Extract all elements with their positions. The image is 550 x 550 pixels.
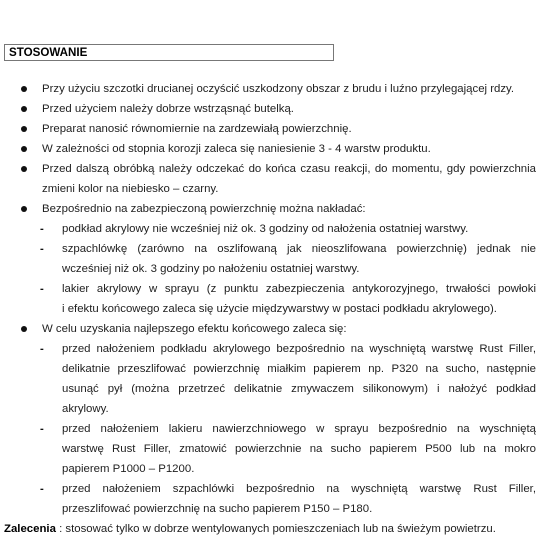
sub-list-item xyxy=(0,240,550,260)
sub-list-item-continuation xyxy=(0,380,550,400)
sub-list-item-text: przeszlifować powierzchnię na sucho papierem P150 – P180. xyxy=(62,503,373,515)
section-title-box xyxy=(4,44,334,61)
list-item-text: W zależności od stopnia korozji zaleca się naniesienie 3 - 4 warstw produktu. xyxy=(42,143,431,155)
dash-icon: - xyxy=(40,423,44,435)
sub-list-item-continuation xyxy=(0,500,550,520)
dash-icon: - xyxy=(40,243,44,255)
bullet-icon xyxy=(21,326,27,332)
sub-list-item-text: warstwę Rust Filler, zmatowić powierzchnie na sucho papierem P500 lub na mokro xyxy=(62,443,536,455)
sub-list-item xyxy=(0,340,550,360)
sub-list-item-continuation xyxy=(0,460,550,480)
sub-list-item-text: przed nałożeniem szpachlówki bezpośrednio na wyschniętą warstwę Rust Filler, xyxy=(62,483,536,495)
recommendations-label: Zalecenia xyxy=(4,523,56,535)
sub-list-item-text: wcześniej niż ok. 3 godziny po nałożeniu ostatniej warstwy. xyxy=(62,263,360,275)
bullet-icon xyxy=(21,86,27,92)
list-item xyxy=(0,160,550,180)
sub-list-item-continuation xyxy=(0,440,550,460)
list-item xyxy=(0,200,550,220)
sub-list-item-continuation xyxy=(0,360,550,380)
sub-list-item-continuation xyxy=(0,400,550,420)
bullet-icon xyxy=(21,146,27,152)
instructions-list xyxy=(0,80,550,540)
recommendations-text xyxy=(4,520,496,538)
bullet-icon xyxy=(21,206,27,212)
list-item xyxy=(0,100,550,120)
recommendations xyxy=(0,520,550,540)
sub-list-item-text: akrylowy. xyxy=(62,403,109,415)
sub-list-item-text: szpachlówkę (zarówno na oszlifowaną jak nieoszlifowana powierzchnię) jednak nie xyxy=(62,243,536,255)
list-item xyxy=(0,80,550,100)
list-item-text: zmieni kolor na niebiesko – czarny. xyxy=(42,183,219,195)
sub-list-item xyxy=(0,220,550,240)
bullet-icon xyxy=(21,106,27,112)
bullet-icon xyxy=(21,166,27,172)
dash-icon: - xyxy=(40,343,44,355)
list-item xyxy=(0,140,550,160)
sub-list-item xyxy=(0,420,550,440)
recommendations-body: : stosować tylko w dobrze wentylowanych pomieszczeniach lub na świeżym powietrzu. xyxy=(55,523,496,535)
list-item-text: Bezpośrednio na zabezpieczoną powierzchnię można nakładać: xyxy=(42,203,366,215)
list-item-continuation xyxy=(0,180,550,200)
section-title: STOSOWANIE xyxy=(9,46,88,59)
sub-list-item-continuation xyxy=(0,300,550,320)
list-item-text: Przed dalszą obróbką należy odczekać do końca czasu reakcji, do momentu, gdy powierzchnia xyxy=(42,163,536,175)
sub-list-item xyxy=(0,280,550,300)
list-item-text: Preparat nanosić równomiernie na zardzewiałą powierzchnię. xyxy=(42,123,352,135)
dash-icon: - xyxy=(40,283,44,295)
list-item-text: Przed użyciem należy dobrze wstrząsnąć butelką. xyxy=(42,103,294,115)
sub-list-item-text: papierem P1000 – P1200. xyxy=(62,463,195,475)
sub-list-item-text: delikatnie przeszlifować powierzchnię miałkim papierem np. P320 na sucho, następnie xyxy=(62,363,536,375)
list-item xyxy=(0,120,550,140)
sub-list-item xyxy=(0,480,550,500)
sub-list-item-text: usunąć pył (można przetrzeć delikatnie zmywaczem silikonowym) i nałożyć podkład xyxy=(62,383,536,395)
bullet-icon xyxy=(21,126,27,132)
sub-list-item-text: i efektu końcowego zaleca się użycie międzywarstwy w postaci podkładu akrylowego). xyxy=(62,303,497,315)
dash-icon: - xyxy=(40,483,44,495)
sub-list-item-continuation xyxy=(0,260,550,280)
list-item-text: Przy użyciu szczotki drucianej oczyścić uszkodzony obszar z brudu i luźno przylegającej rdzy. xyxy=(42,83,515,95)
sub-list-item-text: przed nałożeniem podkładu akrylowego bezpośrednio na wyschniętą warstwę Rust Filler, xyxy=(62,343,536,355)
sub-list-item-text: przed nałożeniem lakieru nawierzchniowego w sprayu bezpośrednio na wyschniętą xyxy=(62,423,536,435)
sub-list-item-text: lakier akrylowy w sprayu (z punktu zabezpieczenia antykorozyjnego, trwałości powłoki xyxy=(62,283,536,295)
sub-list-item-text: podkład akrylowy nie wcześniej niż ok. 3 godziny od nałożenia ostatniej warstwy. xyxy=(62,223,469,235)
list-item xyxy=(0,320,550,340)
dash-icon: - xyxy=(40,223,44,235)
list-item-text: W celu uzyskania najlepszego efektu końcowego zaleca się: xyxy=(42,323,347,335)
